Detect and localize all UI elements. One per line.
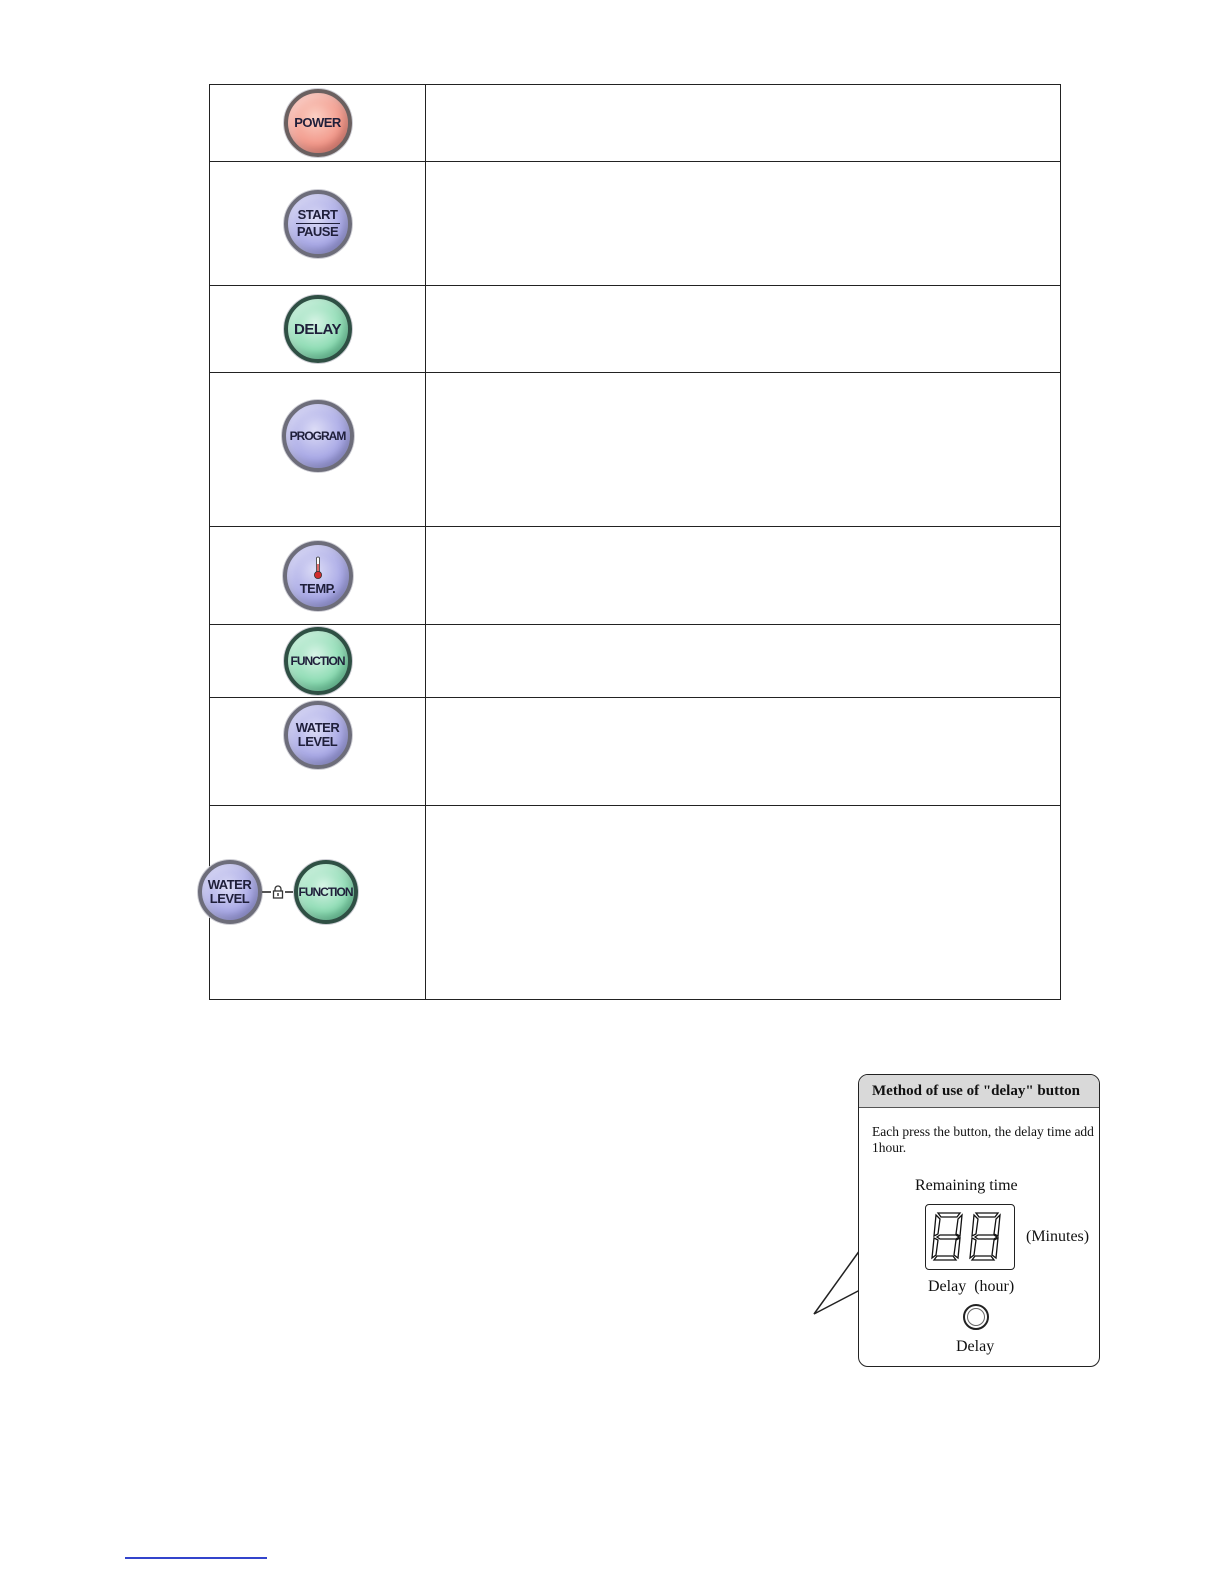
lock-icon: [271, 885, 285, 899]
table-row: [210, 373, 1061, 527]
connector: [285, 891, 294, 893]
program-button-label: PROGRAM: [289, 428, 346, 443]
delay-description: [426, 286, 1061, 373]
delay-callout: [858, 1074, 1100, 1367]
button-function-table: [209, 84, 1061, 1000]
footer-link-underline[interactable]: [125, 1557, 267, 1559]
temp-button-icon: [283, 541, 353, 611]
power-button-label: POWER: [294, 115, 341, 130]
pause-label: PAUSE: [296, 224, 339, 240]
table-row: [210, 286, 1061, 373]
table-row: [210, 527, 1061, 625]
level-label: LEVEL: [209, 891, 250, 906]
start-label: START: [297, 206, 338, 222]
delay-button-icon: [284, 295, 352, 363]
child-lock-combo: [198, 860, 358, 924]
table-row: [210, 85, 1061, 162]
remaining-time-label: Remaining time: [915, 1177, 1018, 1194]
child-lock-description: [426, 806, 1061, 1000]
function-button-label: FUNCTION: [298, 884, 353, 899]
power-button-icon: [284, 89, 352, 157]
function-button-icon: [294, 860, 358, 924]
program-description: [426, 373, 1061, 527]
delay-hour-label: Delay (hour): [928, 1278, 1015, 1295]
function-description: [426, 625, 1061, 698]
start-pause-description: [426, 162, 1061, 286]
connector: [262, 891, 271, 893]
temp-description: [426, 527, 1061, 625]
function-button-icon: [284, 627, 352, 695]
delay-button-label: DELAY: [294, 320, 341, 338]
digits-88: [926, 1205, 1014, 1269]
level-label: LEVEL: [297, 734, 338, 749]
minutes-label: (Minutes): [1026, 1228, 1090, 1245]
power-description: [426, 85, 1061, 162]
function-button-label: FUNCTION: [290, 653, 345, 668]
water-level-button-icon: [284, 701, 352, 769]
water-level-description: [426, 698, 1061, 806]
delay-label: Delay: [956, 1338, 995, 1355]
seven-segment-display: [925, 1204, 1015, 1270]
callout-pointer: [812, 1250, 862, 1320]
thermometer-icon: [313, 556, 323, 580]
water-label: WATER: [207, 877, 252, 892]
table-row: [210, 806, 1061, 1000]
temp-button-label: TEMP.: [299, 580, 336, 596]
program-button-icon: [282, 400, 354, 472]
table-row: [210, 162, 1061, 286]
table-row: [210, 698, 1061, 806]
start-pause-button-icon: [284, 190, 352, 258]
table-row: [210, 625, 1061, 698]
water-label: WATER: [295, 720, 340, 735]
callout-text: Each press the button, the delay time add 1hour.: [872, 1124, 1094, 1155]
callout-title: Method of use of "delay" button: [859, 1075, 1099, 1108]
water-level-button-icon: [198, 860, 262, 924]
delay-indicator-light: [963, 1304, 989, 1330]
